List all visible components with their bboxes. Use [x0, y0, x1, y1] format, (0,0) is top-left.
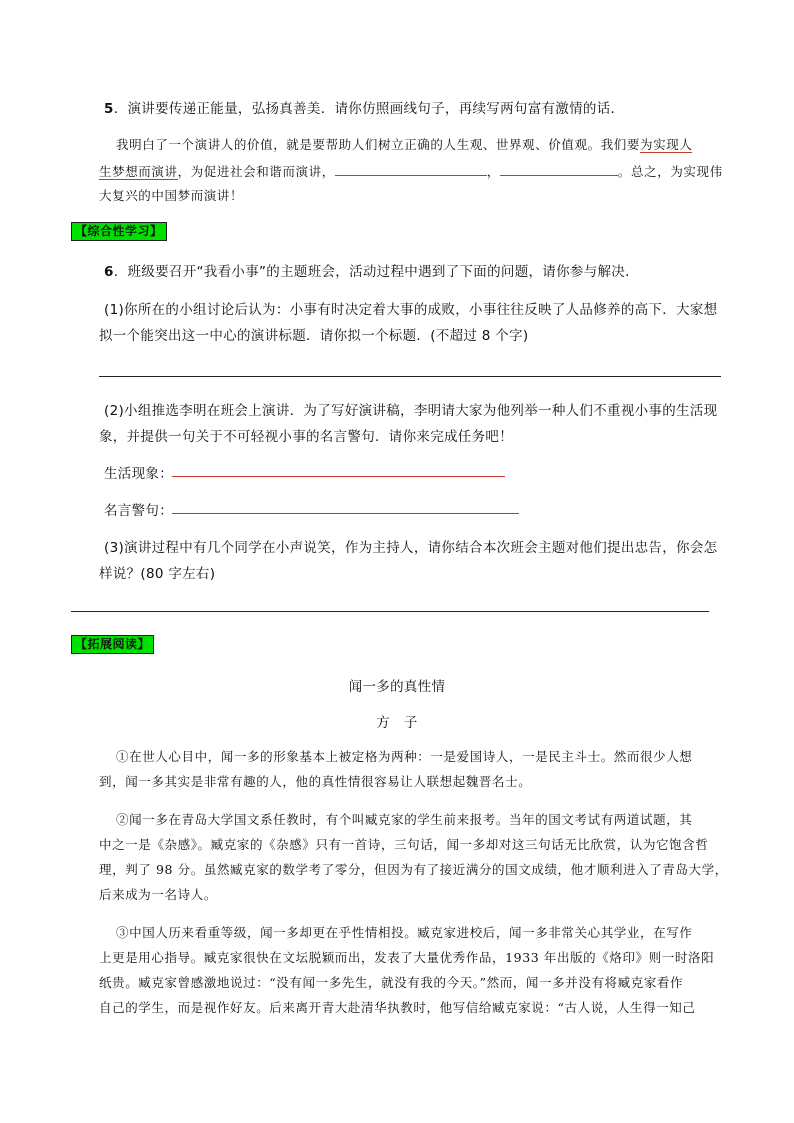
q5-line2-tail: 。总之，为实现伟 — [617, 164, 723, 179]
article-paragraph-3-line-4: 自己的学生，而是视作好友。后来离开青大赴清华执教时，他写信给臧克家说：“古人说，人生得一知己 — [99, 1000, 696, 1015]
article-title: 闻一多的真性情 — [348, 679, 446, 695]
question-6-text: ．班级要召开“我看小事”的主题班会，活动过程中遇到了下面的问题，请你参与解决． — [113, 264, 639, 280]
q6-part2-line-1: (2)小组推选李明在班会上演讲．为了写好演讲稿，李明请大家为他列举一种人们不重视小事的生活现 — [104, 403, 718, 419]
q5-line1-text: 我明白了一个演讲人的价值，就是要帮助人们树立正确的人生观、世界观、价值观。我们要 — [116, 137, 641, 152]
q6-part2-line-2: 象，并提供一句关于不可轻视小事的名言警句．请你来完成任务吧！ — [99, 429, 513, 445]
question-6-prompt — [104, 260, 639, 280]
question-5-number: 5 — [104, 101, 114, 117]
q6-part1-line-2: 拟一个能突出这一中心的演讲标题．请你拟一个标题．(不超过 8 个字) — [99, 328, 529, 344]
q5-answer-blank-1[interactable] — [335, 161, 487, 176]
article-paragraph-2-line-3: 理，判了 98 分。虽然臧克家的数学考了零分，但因为有了接近满分的国文成绩，他才顺利进入了青岛大学， — [99, 862, 728, 877]
q5-underlined-sentence-part2: 生梦想而演讲 — [99, 164, 178, 179]
article-paragraph-1-line-2: 到，闻一多其实是非常有趣的人，他的真性情很容易让人联想起魏晋名士。 — [99, 774, 532, 789]
question-5-passage-line-3: 大复兴的中国梦而演讲！ — [99, 188, 244, 203]
section-tag-comprehensive-learning: 【综合性学习】 — [71, 222, 167, 241]
article-author: 方 子 — [376, 715, 418, 731]
question-5-text: ．演讲要传递正能量，弘扬真善美．请你仿照画线句子，再续写两句富有激情的话． — [113, 101, 625, 117]
article-paragraph-2-line-1: ②闻一多在青岛大学国文系任教时，有个叫臧克家的学生前来报考。当年的国文考试有两道试题，其 — [116, 812, 693, 827]
life-phenomenon-label: 生活现象： — [104, 466, 173, 482]
q5-line2-text: ，为促进社会和谐而演讲， — [177, 164, 335, 179]
q6-part1-answer-line[interactable] — [99, 376, 721, 377]
life-phenomenon-answer-line[interactable] — [172, 476, 505, 477]
question-5-prompt — [104, 97, 624, 117]
famous-quote-label: 名言警句： — [104, 503, 173, 519]
famous-quote-answer-line[interactable] — [172, 513, 519, 514]
q6-part1-line-1: (1)你所在的小组讨论后认为：小事有时决定着大事的成败，小事往往反映了人品修养的高下．大家想 — [104, 302, 718, 318]
q6-part3-answer-line[interactable] — [71, 611, 709, 612]
question-5-passage-line-1 — [116, 135, 692, 153]
q6-part3-line-1: (3)演讲过程中有几个同学在小声说笑，作为主持人，请你结合本次班会主题对他们提出忠告，你会怎 — [104, 540, 718, 556]
article-paragraph-1-line-1: ①在世人心目中，闻一多的形象基本上被定格为两种：一是爱国诗人，一是民主斗士。然而很少人想 — [116, 749, 693, 764]
q5-answer-blank-2[interactable] — [500, 161, 618, 176]
article-paragraph-3-line-2: 上更是用心指导。臧克家很快在文坛脱颖而出，发表了大量优秀作品，1933 年出版的《烙印》则一时洛阳 — [99, 950, 715, 965]
q6-part3-line-2: 样说？(80 字左右) — [99, 566, 216, 582]
q5-line2-comma: ， — [486, 164, 500, 179]
article-paragraph-2-line-4: 后来成为一名诗人。 — [99, 887, 217, 902]
question-6-number: 6 — [104, 264, 114, 280]
section-tag-extended-reading: 【拓展阅读】 — [71, 635, 154, 654]
article-paragraph-3-line-1: ③中国人历来看重等级，闻一多却更在乎性情相投。臧克家进校后，闻一多非常关心其学业，在写作 — [116, 925, 693, 940]
article-paragraph-2-line-2: 中之一是《杂感》。臧克家的《杂感》只有一首诗，三句话，闻一多却对这三句话无比欣赏，认为它饱含哲 — [99, 837, 709, 852]
article-paragraph-3-line-3: 纸贵。臧克家曾感激地说过：“没有闻一多先生，就没有我的今天。”然而，闻一多并没有将臧克家看作 — [99, 975, 684, 990]
question-5-passage-line-2 — [99, 161, 723, 180]
q5-underlined-sentence-part1: 为实现人 — [640, 137, 693, 152]
